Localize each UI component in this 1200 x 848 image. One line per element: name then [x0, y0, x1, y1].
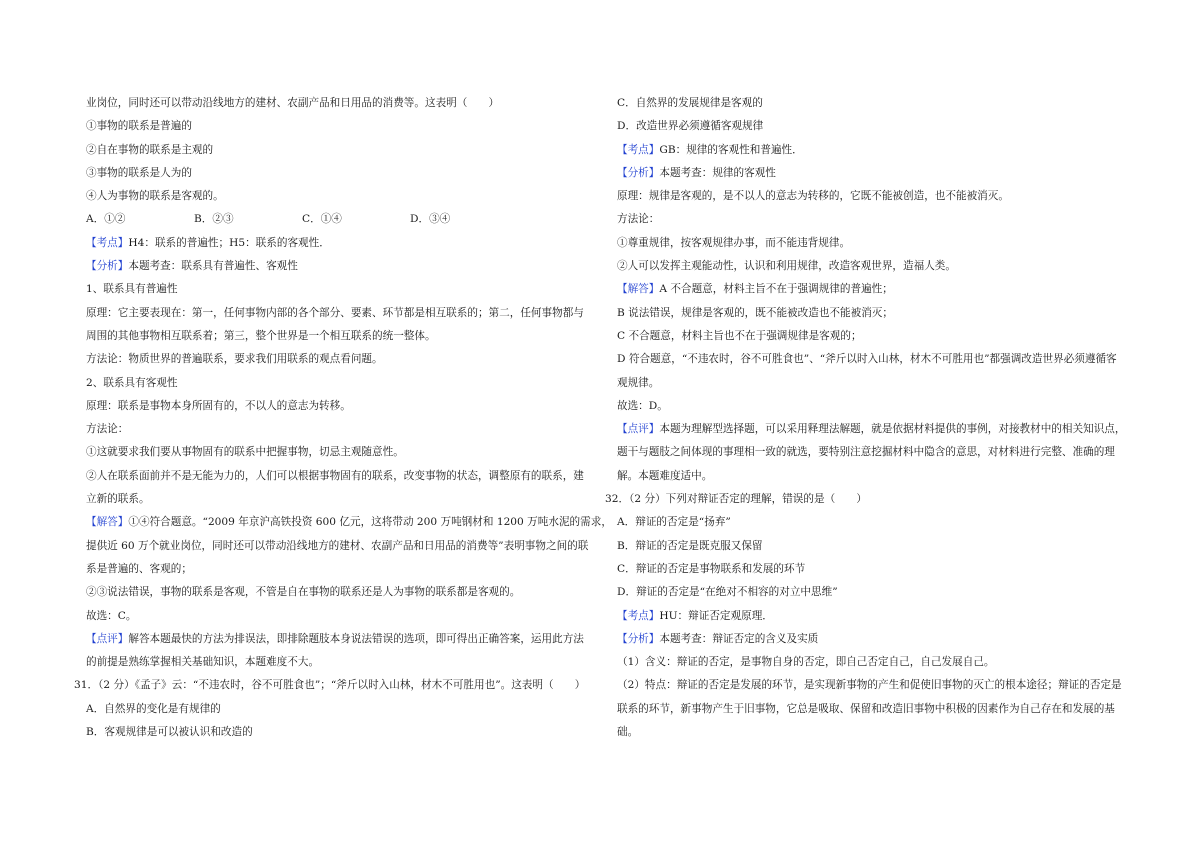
dianping-line: 解。本题难度适中。: [617, 469, 713, 482]
statement-3: ③事物的联系是人为的: [86, 166, 192, 179]
kaodian-text: HU：辩证否定观原理．: [659, 609, 773, 622]
analysis-line: ②人可以发挥主观能动性，认识和利用规律，改造客观世界，造福人类。: [617, 260, 956, 273]
dianping-tag: 【点评】: [86, 632, 129, 645]
jieda-text: A 不合题意，材料主旨不在于强调规律的普遍性；: [659, 283, 893, 296]
analysis-line: 方法论：: [617, 213, 660, 226]
jieda-line: 提供近 60 万个就业岗位，同时还可以带动沿线地方的建材、农副产品和日用品的消费等”表明事物之间的联: [86, 539, 589, 552]
analysis-line: 方法论：物质世界的普遍联系，要求我们用联系的观点看问题。: [86, 353, 383, 366]
option-a: A．①②: [86, 213, 126, 226]
analysis-line: 方法论：: [86, 423, 129, 436]
dianping-text: 本题为理解型选择题，可以采用释理法解题，就是依据材料提供的事例，对接教材中的相关知识点，: [659, 423, 1126, 436]
dianping-line: 题干与题肢之间体现的事理相一致的就选，要特别注意挖掘材料中隐含的意思，对材料进行完整、准确的理: [617, 446, 1115, 459]
kaodian-tag: 【考点】: [86, 236, 129, 249]
fenxi-text: 本题考查：规律的客观性: [659, 166, 776, 179]
kaodian-text: H4：联系的普遍性；H5：联系的客观性．: [128, 236, 330, 249]
q32-option-b: B．辩证的否定是既克服又保留: [617, 539, 763, 552]
option-c: C．①④: [302, 213, 342, 226]
answer-line: 故选：C。: [86, 609, 137, 622]
analysis-line: ①尊重规律，按客观规律办事，而不能违背规律。: [617, 236, 851, 249]
kaodian-line: [86, 232, 596, 255]
statement-2: ②自在事物的联系是主观的: [86, 143, 214, 156]
statement-4: ④人为事物的联系是客观的。: [86, 190, 224, 203]
q31-option-b: B．客观规律是可以被认识和改造的: [86, 726, 253, 739]
analysis-line: 原理：联系是事物本身所固有的，不以人的意志为转移。: [86, 399, 351, 412]
answer-line: 故选：D。: [617, 399, 668, 412]
kaodian-line: [617, 605, 1127, 628]
jieda-tag: 【解答】: [617, 283, 660, 296]
q31-option-c: C．自然界的发展规律是客观的: [617, 97, 763, 109]
q31-option-d: D．改造世界必须遵循客观规律: [617, 120, 764, 133]
analysis-line: 础。: [617, 726, 639, 739]
q32-option-a: A．辩证的否定是“扬弃”: [617, 516, 731, 529]
fenxi-line: [86, 255, 596, 278]
dianping-line: [617, 418, 1127, 441]
kaodian-tag: 【考点】: [617, 609, 660, 622]
fenxi-tag: 【分析】: [617, 166, 660, 179]
analysis-line: （1）含义：辩证的否定，是事物自身的否定，即自己否定自己，自己发展自己。: [617, 656, 995, 669]
dianping-line: [86, 628, 596, 651]
q31-option-a: A．自然界的变化是有规律的: [86, 702, 221, 715]
analysis-line: 1、联系具有普遍性: [86, 283, 178, 296]
text-line: 业岗位，同时还可以带动沿线地方的建材、农副产品和日用品的消费等。这表明（ ）: [86, 97, 500, 109]
analysis-line: 联系的环节，新事物产生于旧事物，它总是吸取、保留和改造旧事物中积极的因素作为自己存在和发展的基: [617, 702, 1115, 715]
analysis-line: 原理：它主要表现在：第一，任何事物内部的各个部分、要素、环节都是相互联系的；第二，任何事物都与: [86, 306, 584, 319]
jieda-line: C 不合题意，材料主旨也不在于强调规律是客观的；: [617, 329, 862, 342]
fenxi-line: [617, 628, 1127, 651]
jieda-tag: 【解答】: [86, 516, 129, 529]
kaodian-tag: 【考点】: [617, 143, 660, 156]
fenxi-tag: 【分析】: [617, 632, 660, 645]
dianping-tag: 【点评】: [617, 423, 660, 436]
jieda-line: D 符合题意，“不违农时，谷不可胜食也”、“斧斤以时入山林，材木不可胜用也”都强调改造世界必须遵循客: [617, 353, 1117, 366]
analysis-line: 周围的其他事物相互联系着；第三，整个世界是一个相互联系的统一整体。: [86, 329, 436, 342]
analysis-line: 2、联系具有客观性: [86, 376, 178, 389]
fenxi-line: [617, 162, 1127, 185]
option-d: D．③④: [410, 213, 451, 226]
dianping-line: 的前提是熟练掌握相关基础知识，本题难度不大。: [86, 656, 320, 669]
analysis-line: 立新的联系。: [86, 493, 150, 506]
statement-1: ①事物的联系是普遍的: [86, 120, 192, 133]
fenxi-text: 本题考查：联系具有普遍性、客观性: [128, 260, 298, 273]
q32-option-d: D．辩证的否定是“在绝对不相容的对立中思维”: [617, 586, 838, 599]
left-column: [74, 92, 612, 744]
jieda-line: ②③说法错误，事物的联系是客观，不管是自在事物的联系还是人为事物的联系都是客观的。: [86, 586, 521, 599]
jieda-line: [86, 511, 612, 534]
analysis-line: （2）特点：辩证的否定是发展的环节，是实现新事物的产生和促使旧事物的灭亡的根本途径；辩证的否定是: [617, 679, 1122, 692]
question-32-stem: 32．（2 分）下列对辩证否定的理解，错误的是（ ）: [605, 493, 867, 506]
fenxi-tag: 【分析】: [86, 260, 129, 273]
dianping-text: 解答本题最快的方法为排误法，即排除题肢本身说法错误的选项，即可得出正确答案，运用此方法: [128, 632, 584, 645]
fenxi-text: 本题考查：辩证否定的含义及实质: [659, 632, 819, 645]
answer-options: [86, 208, 596, 231]
right-column: [605, 92, 1127, 744]
analysis-line: 原理：规律是客观的，是不以人的意志为转移的，它既不能被创造，也不能被消灭。: [617, 190, 1009, 203]
jieda-line: [617, 278, 1127, 301]
option-b: B．②③: [194, 213, 234, 226]
jieda-line: 系是普遍的、客观的；: [86, 562, 192, 575]
jieda-line: B 说法错误，规律是客观的，既不能被改造也不能被消灭；: [617, 306, 893, 319]
kaodian-line: [617, 139, 1127, 162]
jieda-line: 观规律。: [617, 376, 660, 389]
analysis-line: ①这就要求我们要从事物固有的联系中把握事物，切忌主观随意性。: [86, 446, 404, 459]
question-31-stem: 31．（2 分）《孟子》云：“不违农时，谷不可胜食也”；“斧斤以时入山林，材木不可胜用也”。这表明（ ）: [74, 679, 586, 692]
kaodian-text: GB：规律的客观性和普遍性．: [659, 143, 803, 156]
jieda-text: ①④符合题意。“2009 年京沪高铁投资 600 亿元，这将带动 200 万吨钢材和 1200 万吨水泥的需求，: [128, 516, 612, 529]
analysis-line: ②人在联系面前并不是无能为力的，人们可以根据事物固有的联系，改变事物的状态，调整原有的联系，建: [86, 469, 584, 482]
q32-option-c: C．辩证的否定是事物联系和发展的环节: [617, 562, 806, 575]
